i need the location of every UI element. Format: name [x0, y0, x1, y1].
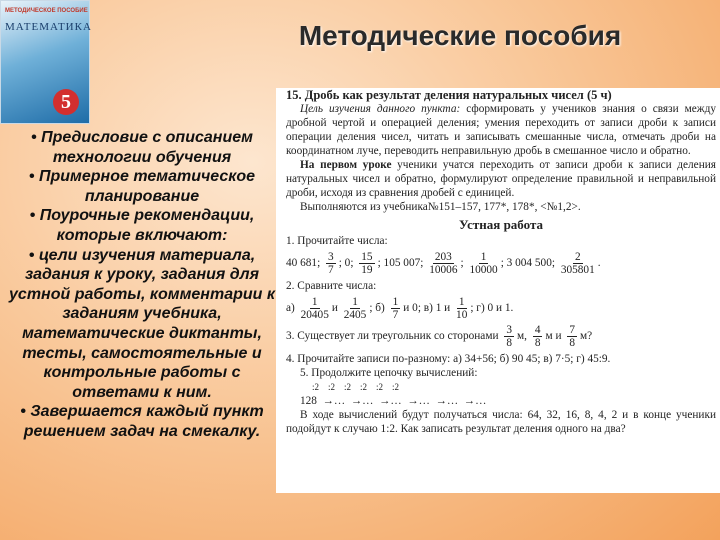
oral-work-title: Устная работа: [459, 217, 543, 232]
fraction: $\frac{3}{8}$: [506, 324, 512, 349]
task-4: 4. Прочитайте записи по-разному: а) 34+56; б) 90 45; в) 7·5; г) 45:9.: [286, 353, 611, 365]
text: ; г) 0 и 1.: [470, 302, 514, 315]
fraction: $\frac{7}{8}$: [569, 324, 575, 349]
fraction: $\frac{1}{7}$: [392, 296, 399, 321]
task-1: 1. Прочитайте числа:: [286, 235, 388, 247]
text: ; б): [369, 302, 385, 315]
goal-label: Цель изучения данного пункта:: [300, 103, 461, 115]
text: 40 681;: [286, 257, 321, 270]
bullet-item: • Примерное тематическое планирование: [28, 168, 256, 205]
bullet-item: • Предисловие с описанием технологии обучения: [31, 129, 253, 166]
fraction: $\frac{203}{10006}$: [429, 251, 458, 276]
task-5: 5. Продолжите цепочку вычислений:: [300, 367, 478, 379]
fraction: $\frac{1}{20405}$: [300, 296, 329, 321]
goal-text: сформировать у учеников знания о связи между дробной чертой и операцией деления; умения переходить от записи дроби к записи операции деления чисел, читать и записывать смешанные числа, отмечать дроби на координатном луче, переводить неправильную дробь в смешанное число и обратно.: [286, 103, 716, 157]
text: м и: [545, 330, 562, 343]
first-lesson-text: ученики учатся переходить от записи дроби к записи деления натуральных чисел и обратно, формулируют определение правильной и неправильной дроби, исходя из сравнения дробей с единицей.: [286, 159, 716, 199]
chain-operators: :2 :2 :2 :2 :2 :2: [312, 382, 400, 392]
fraction: $\frac{15}{19}$: [361, 251, 373, 276]
text: м?: [579, 330, 593, 343]
fraction: $\frac{3}{7}$: [328, 251, 334, 276]
bullet-item: • Поурочные рекомендации, которые включают:: [29, 207, 255, 244]
text: и 0; в) 1 и: [403, 302, 451, 315]
section-heading: 15. Дробь как результат деления натуральных чисел (5 ч): [286, 88, 612, 102]
first-lesson-paragraph: [286, 158, 716, 200]
bullet-item: • Завершается каждый пункт решением задач на смекалку.: [20, 403, 264, 440]
textbook-cover-image: [0, 0, 90, 124]
task-3: [286, 324, 716, 349]
text: и: [331, 302, 338, 315]
text: ; 105 007;: [377, 257, 424, 270]
text: ;: [460, 257, 464, 270]
fraction: $\frac{2}{305801}$: [560, 251, 595, 276]
text: м,: [517, 330, 527, 343]
final-paragraph: В ходе вычислений будут получаться числа: 64, 32, 16, 8, 4, 2 и в конце ученики подойдут к случаю 1:2. Как записать результат деления одного на два?: [286, 409, 716, 435]
task-1-numbers: [286, 251, 716, 276]
cover-subject: МАТЕМАТИКА: [5, 21, 92, 33]
text: .: [597, 257, 601, 270]
bullet-item: • цели изучения материала, задания к уроку, задания для устной работы, комментарии к заданиям учебника, математические диктанты, тесты, самостоятельные и контрольные работы с ответами к ним.: [9, 246, 275, 401]
text: 3. Существует ли треугольник со сторонами: [286, 330, 499, 343]
text: ; 3 004 500;: [500, 257, 555, 270]
exercises-line: Выполняются из учебника№151–157, 177*, 178*, <№1,2>.: [300, 201, 581, 213]
task-2: 2. Сравните числа:: [286, 280, 377, 292]
chain: 128 →… →… →… →… →… →…: [300, 395, 487, 407]
text: ; 0;: [338, 257, 354, 270]
bullet-list: [8, 128, 276, 442]
fraction: $\frac{4}{8}$: [534, 324, 541, 349]
fraction: $\frac{1}{10}$: [456, 296, 468, 321]
goal-paragraph: [286, 102, 716, 158]
cover-grade-badge: 5: [53, 89, 79, 115]
task-2-numbers: [286, 296, 716, 321]
text: а): [286, 302, 295, 315]
textbook-page-scan: [276, 88, 720, 493]
fraction: $\frac{1}{2405}$: [343, 296, 367, 321]
cover-publisher-line: МЕТОДИЧЕСКОЕ ПОСОБИЕ: [5, 8, 88, 14]
fraction: $\frac{1}{10000}$: [469, 251, 498, 276]
slide-title: Методические пособия: [298, 20, 622, 51]
first-lesson-label: На первом уроке: [300, 159, 392, 171]
